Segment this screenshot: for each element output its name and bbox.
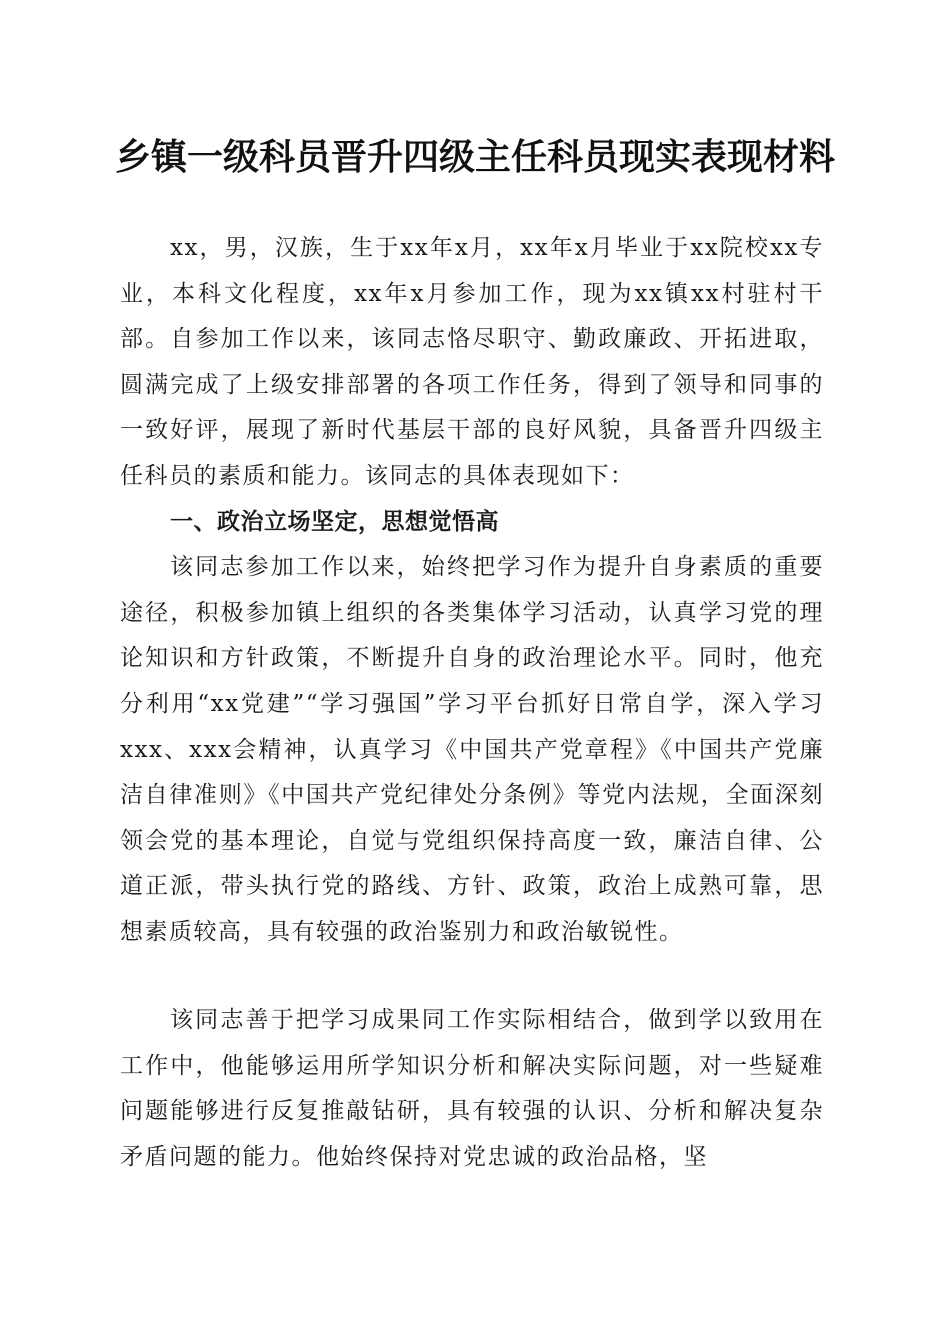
intro-paragraph: xx，男，汉族，生于xx年x月，xx年x月毕业于xx院校xx专业，本科文化程度，xx年x月参加工作，现为xx镇xx村驻村干部。自参加工作以来，该同志恪尽职守、勤政廉政、开拓进取，圆满完成了上级安排部署的各项工作任务，得到了领导和同事的一致好评，展现了新时代基层干部的良好风貌，具备晋升四级主任科员的素质和能力。该同志的具体表现如下：	[120, 235, 824, 489]
section-1-paragraph-1: 该同志参加工作以来，始终把学习作为提升自身素质的重要途径，积极参加镇上组织的各类集体学习活动，认真学习党的理论知识和方针政策，不断提升自身的政治理论水平。同时，他充分利用“xx党建”“学习强国”学习平台抓好日常自学，深入学习xxx、xxx会精神，认真学习《中国共产党章程》《中国共产党廉洁自律准则》《中国共产党纪律处分条例》等党内法规，全面深刻领会党的基本理论，自觉与党组织保持高度一致，廉洁自律、公道正派，带头执行党的路线、方针、政策，政治上成熟可靠，思想素质较高，具有较强的政治鉴别力和政治敏锐性。	[120, 554, 824, 945]
document-body-lower	[120, 998, 824, 1180]
section-1-paragraph-2: 该同志善于把学习成果同工作实际相结合，做到学以致用在工作中，他能够运用所学知识分析和解决实际问题，对一些疑难问题能够进行反复推敲钻研，具有较强的认识、分析和解决复杂矛盾问题的能力。他始终保持对党忠诚的政治品格，坚	[120, 1007, 824, 1170]
document-body-upper	[120, 226, 824, 956]
document-title: 乡镇一级科员晋升四级主任科员现实表现材料	[114, 137, 835, 178]
section-1-heading: 一、政治立场坚定，思想觉悟高	[170, 508, 499, 535]
